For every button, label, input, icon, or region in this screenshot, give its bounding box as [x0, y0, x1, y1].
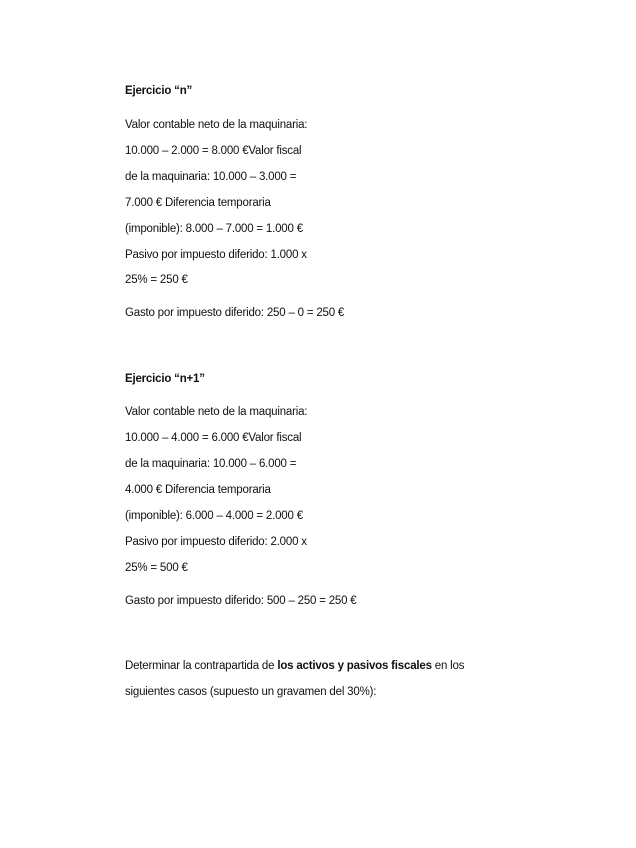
exercise-n-expense: Gasto por impuesto diferido: 250 – 0 = 250 €: [125, 307, 345, 319]
exercise-n1-line: Pasivo por impuesto diferido: 2.000 x: [125, 536, 307, 548]
task-text: Determinar la contrapartida de: [125, 660, 278, 672]
exercise-n1-line: Valor contable neto de la maquinaria:: [125, 406, 308, 418]
exercise-n1-line: 25% = 500 €: [125, 562, 188, 574]
exercise-n1-line: 4.000 € Diferencia temporaria: [125, 484, 271, 496]
exercise-n-line: de la maquinaria: 10.000 – 3.000 =: [125, 171, 297, 183]
exercise-n-line: 10.000 – 2.000 = 8.000 €Valor fiscal: [125, 145, 302, 157]
exercise-n-line: Pasivo por impuesto diferido: 1.000 x: [125, 249, 307, 261]
exercise-n1-heading: Ejercicio “n+1”: [125, 373, 205, 385]
exercise-n-heading: Ejercicio “n”: [125, 85, 193, 97]
exercise-n-line: (imponible): 8.000 – 7.000 = 1.000 €: [125, 223, 303, 235]
task-emphasis: los activos y pasivos fiscales: [277, 660, 432, 672]
task-paragraph-line-2: siguientes casos (supuesto un gravamen del 30%):: [125, 686, 377, 698]
exercise-n-line: Valor contable neto de la maquinaria:: [125, 119, 308, 131]
exercise-n1-expense: Gasto por impuesto diferido: 500 – 250 = 250 €: [125, 595, 357, 607]
task-paragraph-line-1: [125, 659, 464, 673]
exercise-n-line: 7.000 € Diferencia temporaria: [125, 197, 271, 209]
task-text: en los: [431, 660, 465, 672]
exercise-n-line: 25% = 250 €: [125, 274, 188, 286]
exercise-n1-line: (imponible): 6.000 – 4.000 = 2.000 €: [125, 510, 303, 522]
exercise-n1-line: 10.000 – 4.000 = 6.000 €Valor fiscal: [125, 432, 302, 444]
exercise-n1-line: de la maquinaria: 10.000 – 6.000 =: [125, 458, 297, 470]
